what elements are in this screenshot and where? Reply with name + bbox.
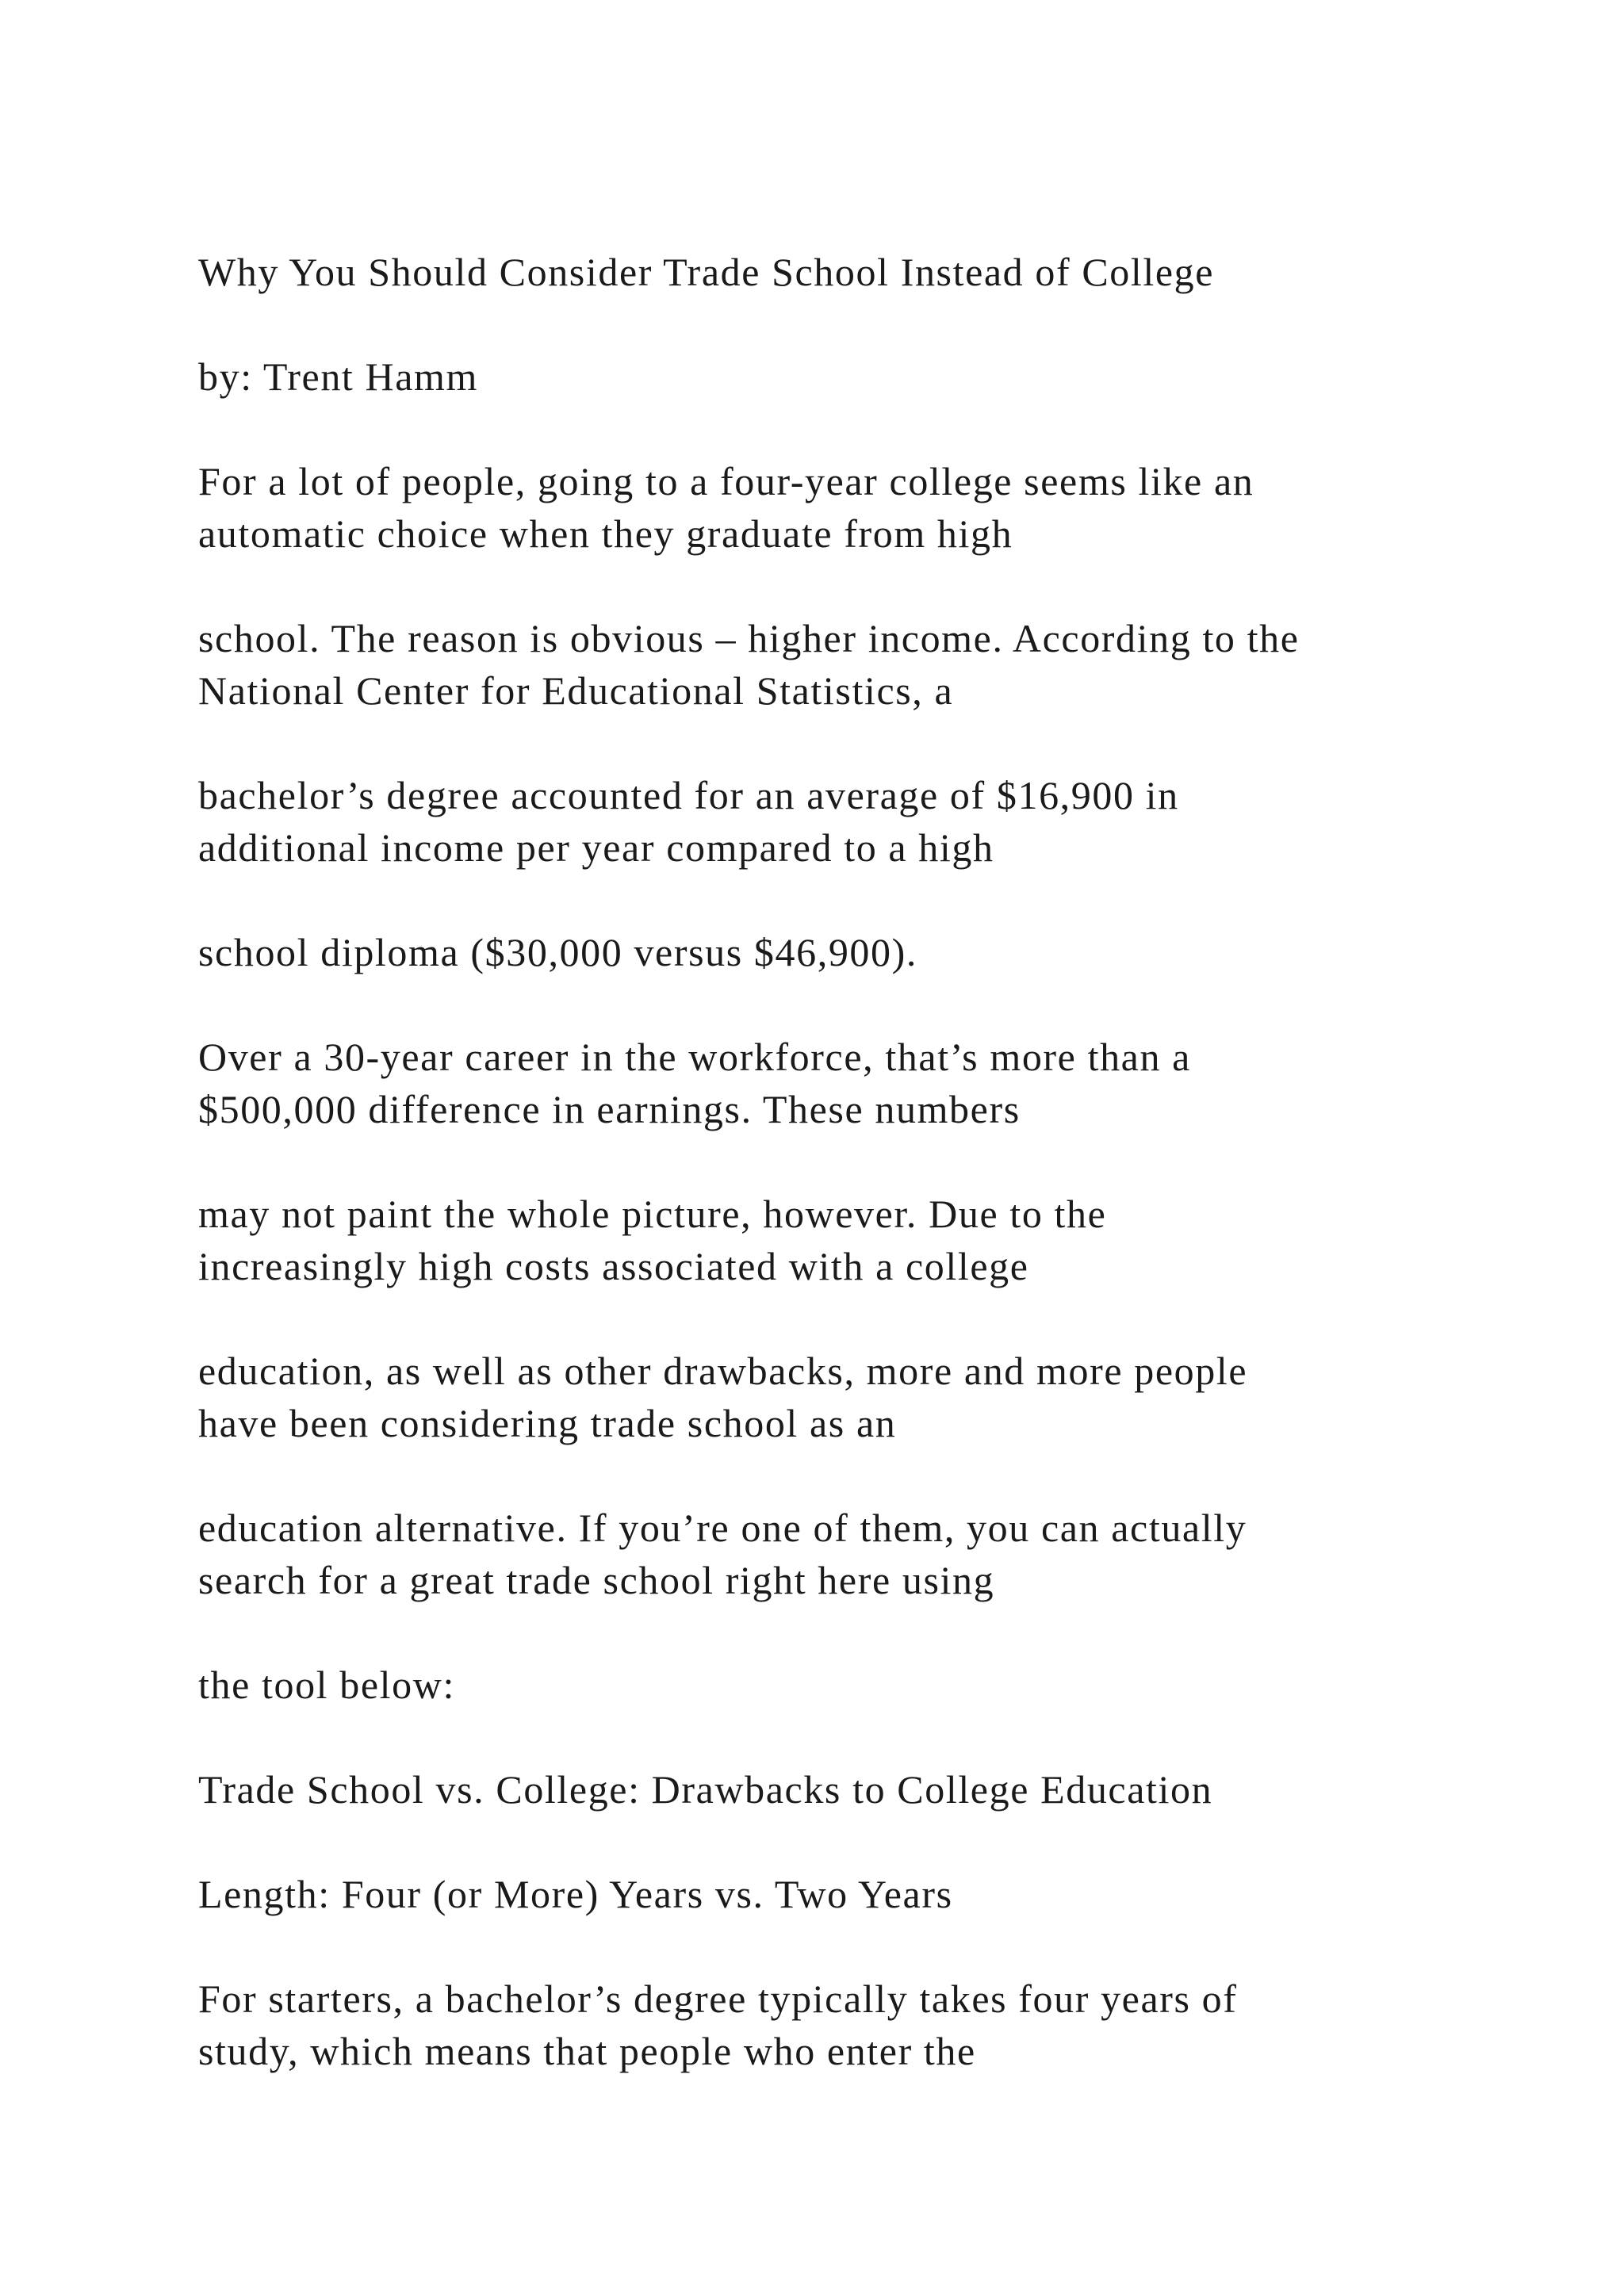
paragraph-line: $500,000 difference in earnings. These numbers [198,1087,1021,1131]
document-byline: by: Trent Hamm [198,354,478,399]
paragraph-line: education, as well as other drawbacks, more and more people [198,1349,1248,1393]
paragraph [198,1031,1562,1135]
paragraph-line: may not paint the whole picture, however. Due to the [198,1192,1107,1236]
paragraph-line: Length: Four (or More) Years vs. Two Years [198,1872,953,1916]
paragraph [198,1502,1562,1606]
paragraph-line: bachelor’s degree accounted for an average of $16,900 in [198,773,1179,817]
paragraph-line: education alternative. If you’re one of them, you can actually [198,1506,1247,1550]
paragraph-line: the tool below: [198,1663,455,1707]
paragraph [198,455,1562,560]
paragraph-line: For starters, a bachelor’s degree typically takes four years of [198,1976,1238,2021]
paragraph-line: Over a 30-year career in the workforce, that’s more than a [198,1035,1191,1079]
paragraph [198,769,1562,874]
paragraph [198,1659,1562,1711]
paragraph-line: increasingly high costs associated with a college [198,1244,1029,1288]
paragraph [198,926,1562,978]
paragraph-line: For a lot of people, going to a four-year college seems like an [198,459,1254,503]
paragraph-line: search for a great trade school right here using [198,1558,995,1602]
paragraph-line: automatic choice when they graduate from high [198,511,1013,556]
paragraph-line: Trade School vs. College: Drawbacks to College Education [198,1767,1213,1812]
document-title: Why You Should Consider Trade School Instead of College [198,250,1215,294]
paragraph [198,1188,1562,1292]
paragraph [198,612,1562,717]
paragraph-line: school diploma ($30,000 versus $46,900). [198,930,917,974]
paragraph-line: school. The reason is obvious – higher income. According to the [198,616,1300,660]
paragraph [198,1973,1562,2077]
paragraph-line: National Center for Educational Statistics, a [198,668,954,713]
paragraph [198,1345,1562,1449]
section-heading [198,1763,1562,1816]
document-body [198,246,1562,2130]
subsection-heading [198,1868,1562,1920]
paragraph-line: have been considering trade school as an [198,1401,897,1445]
paragraph-line: additional income per year compared to a high [198,825,994,870]
paragraph-line: study, which means that people who enter the [198,2029,976,2073]
